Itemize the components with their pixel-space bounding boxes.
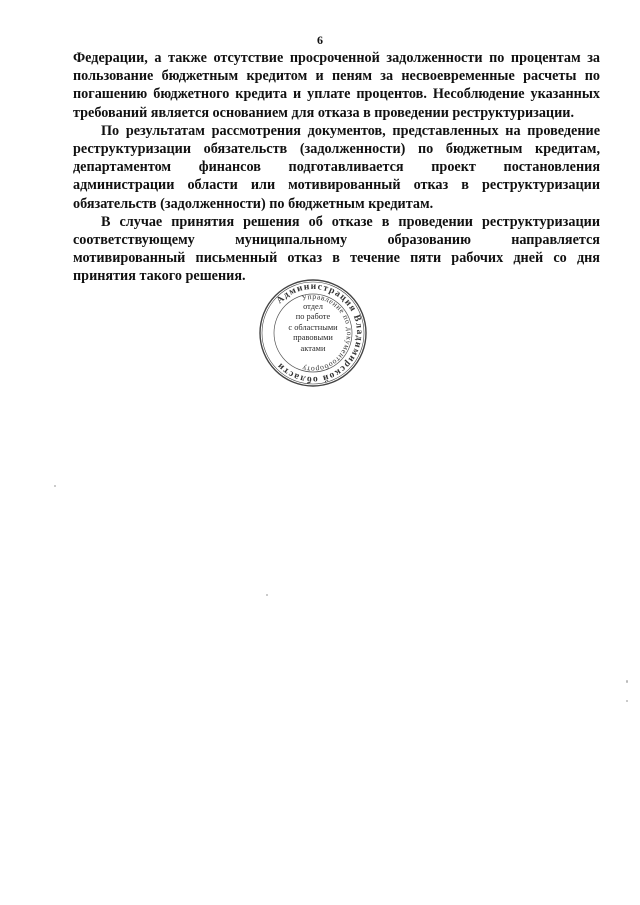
scan-speck bbox=[626, 680, 628, 683]
seal-center-line: отдел bbox=[303, 302, 323, 311]
paragraph-3: В случае принятия решения об отказе в проведении реструктуризации соответствующему муниципальному образованию направляется мотивированный письменный отказ в течение пяти рабочих дней со дня принятия такого решения. bbox=[73, 213, 600, 285]
official-seal bbox=[258, 278, 368, 388]
page-number: 6 bbox=[317, 33, 323, 47]
seal-center-line: по работе bbox=[295, 312, 331, 322]
seal-center-text bbox=[258, 302, 368, 354]
scan-speck bbox=[626, 700, 628, 702]
seal-inner-text: Управление по документообороту bbox=[300, 291, 355, 375]
seal-center-line: правовыми bbox=[293, 333, 333, 343]
seal-center-line: с областными bbox=[288, 322, 338, 332]
seal-center-line: актами bbox=[300, 343, 326, 353]
paragraph-2: По результатам рассмотрения документов, представленных на проведение реструктуризации обязательств (задолженности) по бюджетным кредитам, департаментом финансов подготавливается проект постановления администрации области или мотивированный отказ в реструктуризации обязательств (задолженности) по бюджетным кредитам. bbox=[73, 122, 600, 212]
document-body bbox=[73, 49, 600, 286]
paragraph-1: Федерации, а также отсутствие просроченной задолженности по процентам за пользование бюджетным кредитом и пеням за несвоевременные расчеты по погашению бюджетного кредита и уплате процентов. Несоблюдение указанных требований является основанием для отказа в проведении реструктуризации. bbox=[73, 50, 600, 121]
seal-outer-text: Администрация Владимирской области bbox=[274, 281, 365, 385]
scan-speck bbox=[266, 594, 268, 596]
scan-speck bbox=[54, 485, 56, 487]
